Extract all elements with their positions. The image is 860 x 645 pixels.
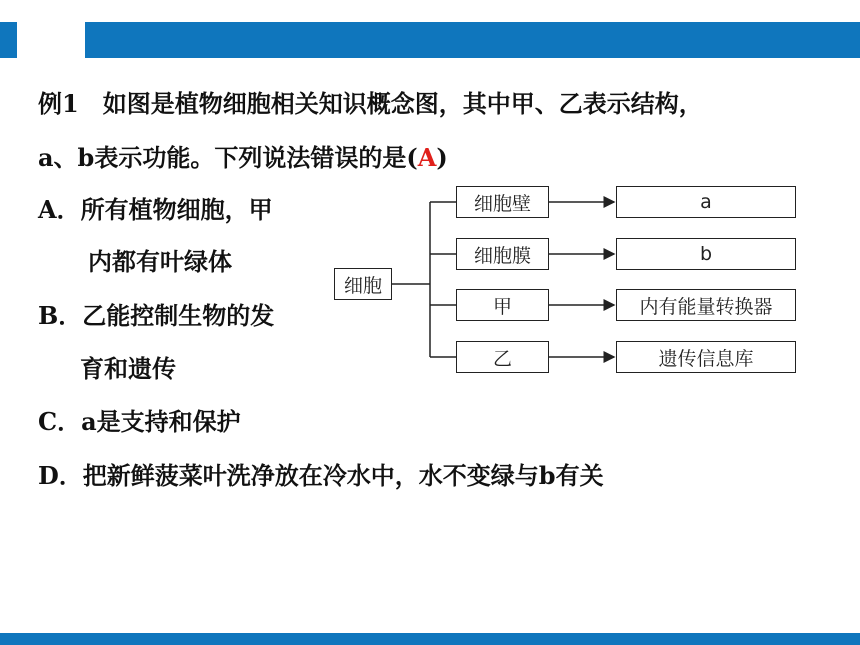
node-cell: 细胞 [334, 268, 392, 300]
option-b-line2: 育和遗传 [80, 354, 176, 383]
option-a-line1: A．所有植物细胞，甲 [38, 195, 273, 224]
option-c: C．a是支持和保护 [38, 407, 241, 436]
node-energy-converter: 内有能量转换器 [616, 289, 796, 321]
node-structure-jia: 甲 [456, 289, 549, 321]
node-cell-membrane: 细胞膜 [456, 238, 549, 270]
answer-letter: A [417, 143, 437, 172]
node-genetic-info: 遗传信息库 [616, 341, 796, 373]
node-function-b: b [616, 238, 796, 270]
node-function-a: a [616, 186, 796, 218]
question-stem-close: ) [436, 143, 448, 172]
node-cell-wall: 细胞壁 [456, 186, 549, 218]
question-stem-text: a、b表示功能。下列说法错误的是( [38, 143, 418, 172]
question-stem-line1: 例1 如图是植物细胞相关知识概念图，其中甲、乙表示结构， [38, 89, 703, 118]
option-d: D．把新鲜菠菜叶洗净放在冷水中，水不变绿与b有关 [38, 461, 604, 490]
option-b-line1: B．乙能控制生物的发 [38, 301, 275, 330]
option-a-line2: 内都有叶绿体 [88, 247, 232, 276]
node-structure-yi: 乙 [456, 341, 549, 373]
